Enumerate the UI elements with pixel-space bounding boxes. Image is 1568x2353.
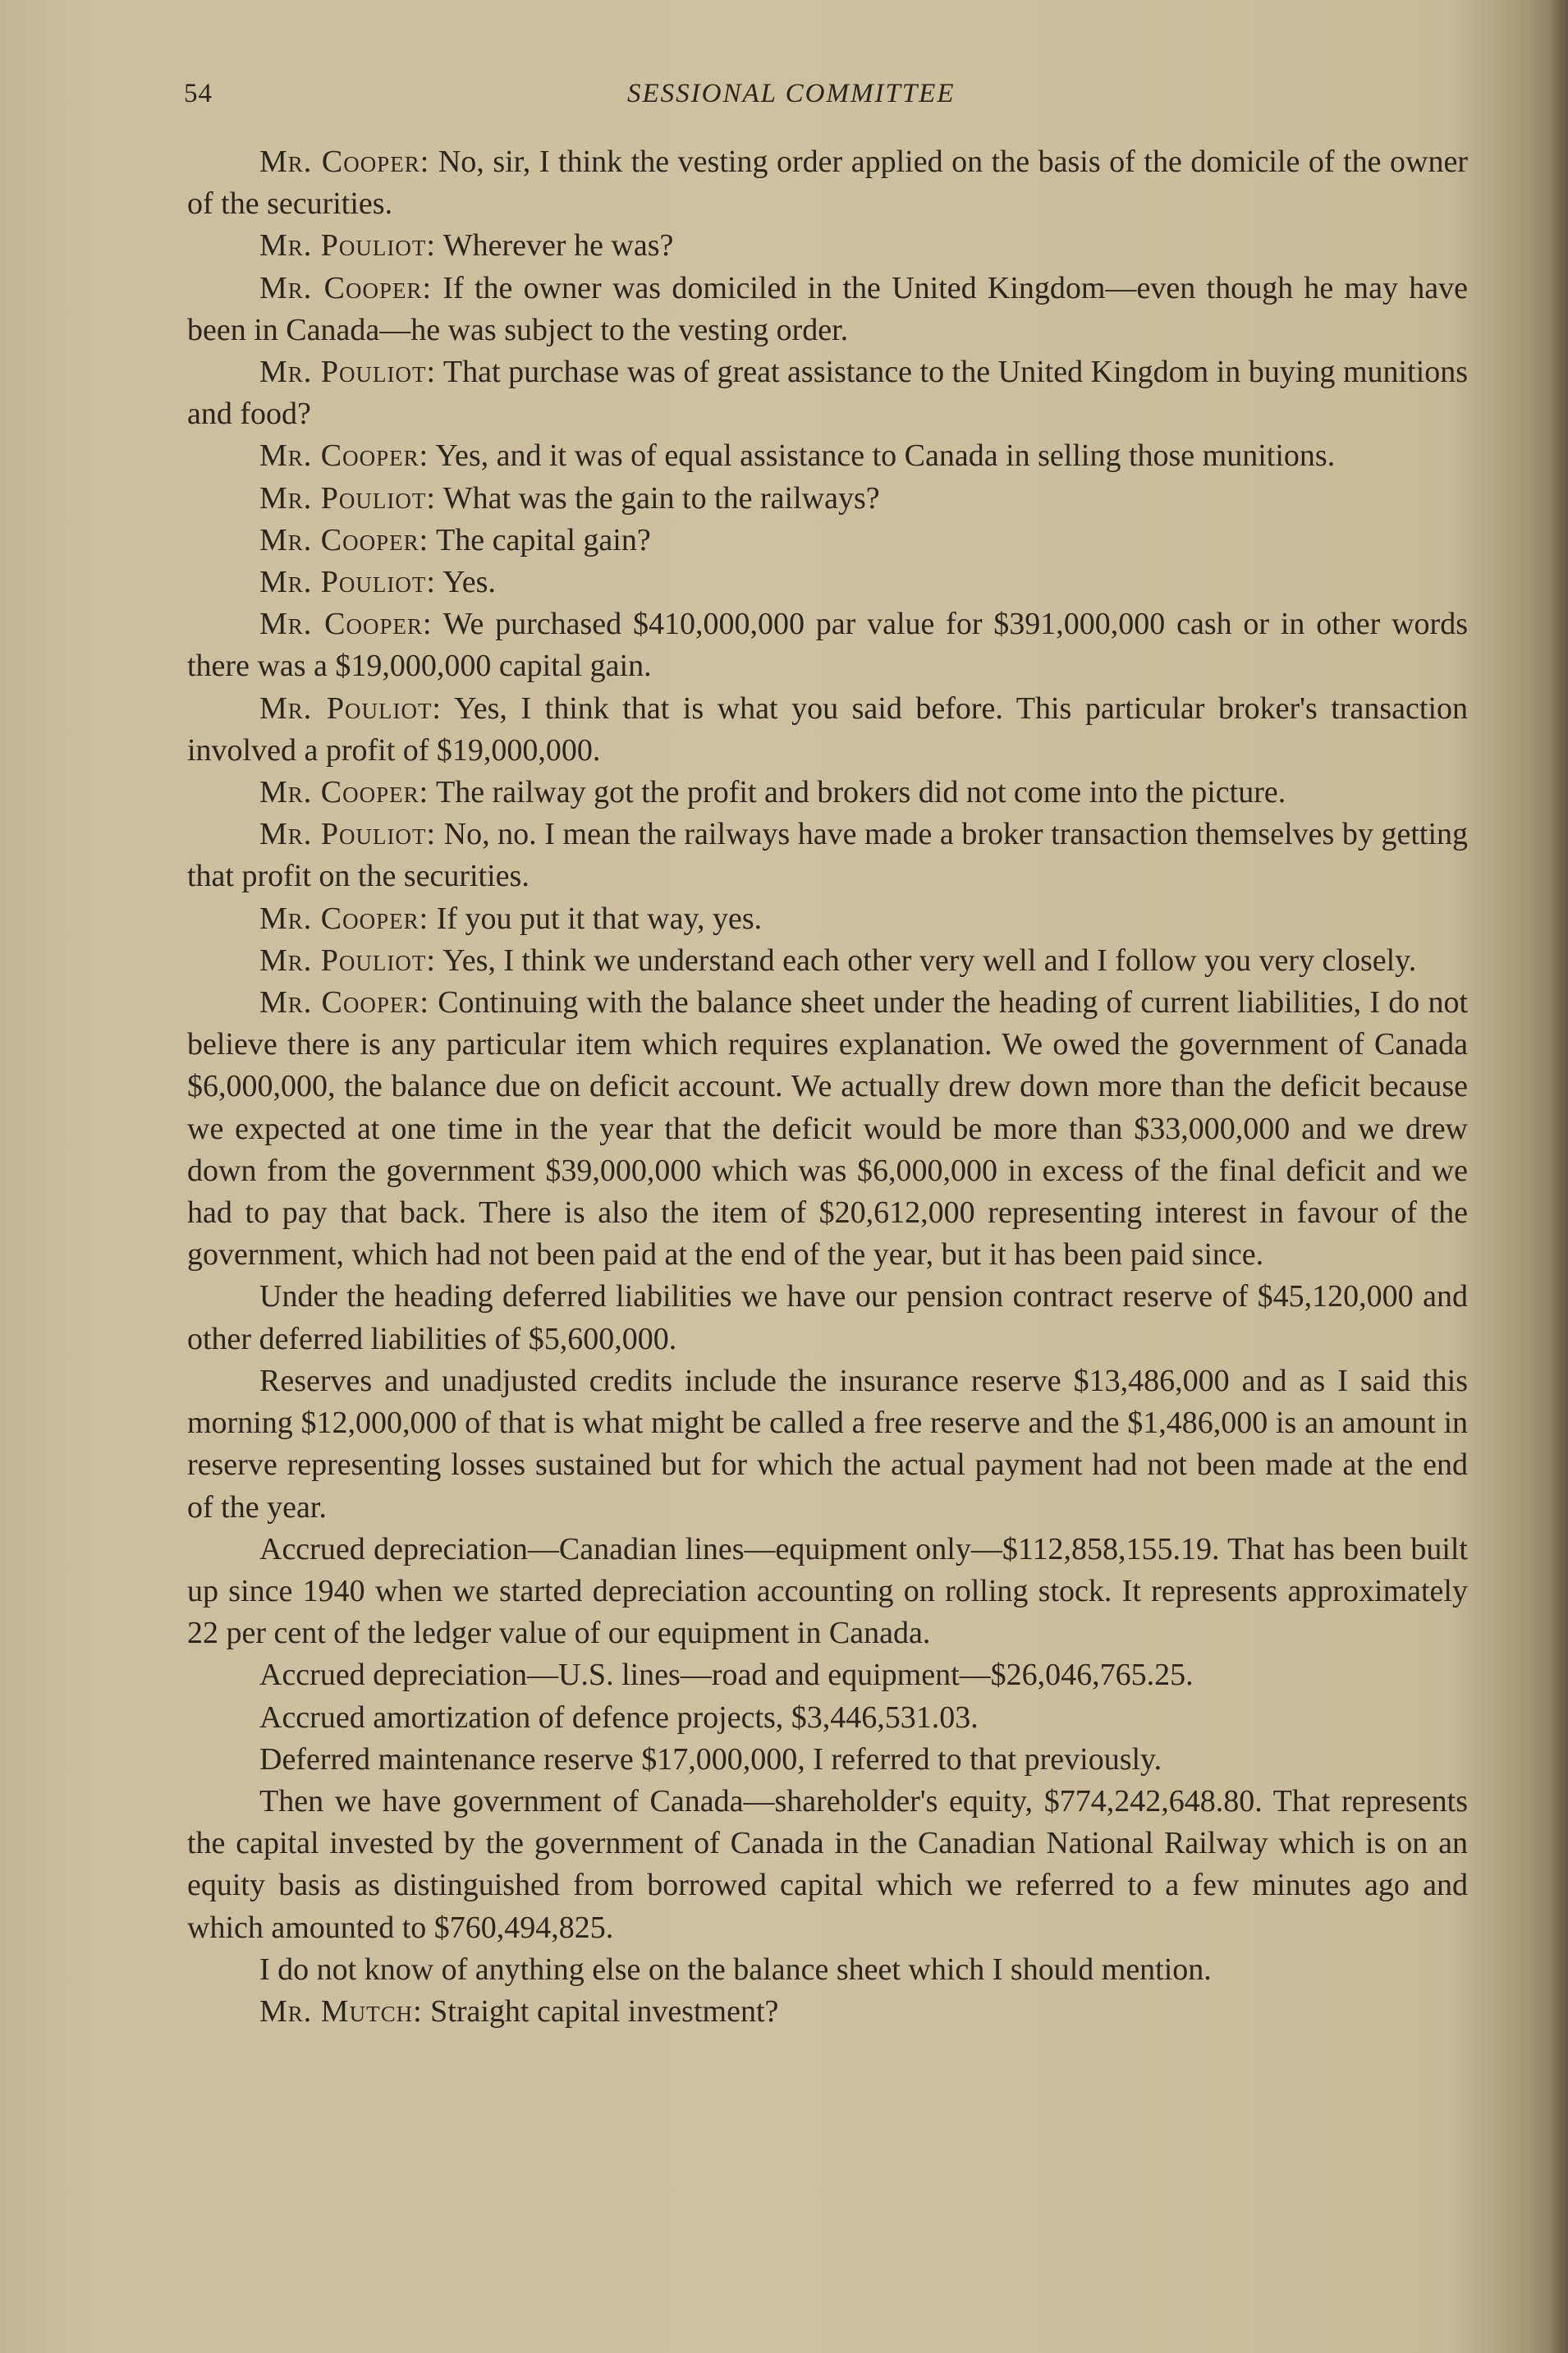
paragraph <box>187 141 1468 225</box>
paragraph-text: Yes. <box>442 565 496 600</box>
paragraph-text: Then we have government of Canada—shareholder's equity, $774,242,648.80. That represents the capital invested by the government of Canada in the Canadian National Railway which is on an equity basis as distinguished from borrowed capital which we referred to a few minutes ago and which amounted to $760,494,825. <box>187 1783 1468 1945</box>
speaker-name: Mr. Mutch: <box>259 1993 423 2029</box>
paragraph <box>187 603 1468 687</box>
paragraph <box>187 898 1468 940</box>
speaker-name: Mr. Pouliot: <box>259 943 436 978</box>
speaker-name: Mr. Cooper: <box>259 270 433 305</box>
speaker-name: Mr. Pouliot: <box>259 817 437 852</box>
paragraph-text: If the owner was domiciled in the United Kingdom—even though he may have been in Canada—he was subject to the vesting order. <box>187 270 1469 347</box>
paragraph-text: What was the gain to the railways? <box>442 480 880 516</box>
paragraph-text: Reserves and unadjusted credits include the insurance reserve $13,486,000 and as I said this morning $12,000,000 of that is what might be called a free reserve and the $1,486,000 is an amount in reserve representing losses sustained but for which the actual payment had not been made at the end of the year. <box>187 1363 1468 1525</box>
paragraph-text: No, sir, I think the vesting order applied on the basis of the domicile of the owner of the securities. <box>187 144 1469 222</box>
paragraph <box>187 1529 1468 1655</box>
transcript-body <box>187 141 1468 2033</box>
speaker-name: Mr. Pouliot: <box>259 228 436 264</box>
paragraph <box>187 1654 1468 1696</box>
paragraph <box>187 982 1468 1276</box>
paragraph <box>187 1739 1468 1781</box>
speaker-name: Mr. Cooper: <box>259 607 433 642</box>
paragraph <box>187 435 1468 477</box>
running-title: SESSIONAL COMMITTEE <box>627 79 956 108</box>
paragraph <box>187 520 1468 562</box>
paragraph-text: Yes, I think that is what you said before. This particular broker's transaction involved a profit of $19,000,000. <box>187 690 1468 768</box>
paragraph-text: Yes, I think we understand each other very well and I follow you very closely. <box>442 943 1417 978</box>
paragraph-text: Continuing with the balance sheet under the heading of current liabilities, I do not believe there is any particular item which requires explanation. We owed the government of Canada $6,000,000, the balance due on deficit account. We actually drew down more than the deficit because we expected at one time in the year that the deficit would be more than $33,000,000 and we drew down from the government $39,000,000 which was $6,000,000 in excess of the final deficit and we had to pay that back. There is also the item of $20,612,000 representing interest in favour of the government, which had not been paid at the end of the year, but it has been paid since. <box>187 985 1469 1273</box>
speaker-name: Mr. Cooper: <box>259 522 429 557</box>
paragraph <box>187 478 1468 520</box>
paragraph-text: Straight capital investment? <box>430 1993 779 2029</box>
paragraph-text: That purchase was of great assistance to the United Kingdom in buying munitions and food? <box>187 355 1468 432</box>
paragraph-text: Wherever he was? <box>442 228 674 264</box>
paragraph <box>187 562 1468 603</box>
paragraph <box>187 1949 1468 1991</box>
paragraph <box>187 268 1468 351</box>
speaker-name: Mr. Pouliot: <box>259 480 436 516</box>
paragraph-text: I do not know of anything else on the balance sheet which I should mention. <box>259 1952 1212 1987</box>
paragraph <box>187 940 1468 982</box>
paragraph <box>187 1781 1468 1949</box>
paragraph <box>187 351 1468 435</box>
paragraph-text: Deferred maintenance reserve $17,000,000, I referred to that previously. <box>259 1741 1162 1777</box>
paragraph-text: We purchased $410,000,000 par value for $391,000,000 cash or in other words there was a $19,000,000 capital gain. <box>187 607 1468 684</box>
paragraph <box>187 225 1468 267</box>
paragraph-text: The railway got the profit and brokers did not come into the picture. <box>436 775 1286 810</box>
speaker-name: Mr. Cooper: <box>259 438 429 474</box>
speaker-name: Mr. Pouliot: <box>259 565 436 600</box>
page-edge-shadow <box>1550 0 1568 2353</box>
paragraph <box>187 1991 1468 2033</box>
paragraph-text: Yes, and it was of equal assistance to Canada in selling those munitions. <box>435 438 1336 474</box>
paragraph <box>187 772 1468 814</box>
paragraph-text: Accrued amortization of defence projects, $3,446,531.03. <box>259 1699 979 1735</box>
paragraph <box>187 688 1468 772</box>
paragraph <box>187 1276 1468 1360</box>
page-number: 54 <box>184 79 213 108</box>
speaker-name: Mr. Cooper: <box>259 775 429 810</box>
paragraph <box>187 814 1468 897</box>
paragraph-text: Accrued depreciation—U.S. lines—road and equipment—$26,046,765.25. <box>259 1658 1194 1693</box>
speaker-name: Mr. Pouliot: <box>259 690 442 726</box>
paragraph-text: Under the heading deferred liabilities we have our pension contract reserve of $45,120,000 and other deferred liabilities of $5,600,000. <box>187 1279 1468 1356</box>
page-header <box>184 79 1481 120</box>
paragraph-text: If you put it that way, yes. <box>436 901 763 936</box>
paragraph-text: No, no. I mean the railways have made a broker transaction themselves by getting that profit on the securities. <box>187 817 1469 894</box>
speaker-name: Mr. Cooper: <box>259 144 430 179</box>
paragraph <box>187 1697 1468 1739</box>
speaker-name: Mr. Cooper: <box>259 985 429 1021</box>
paragraph-text: Accrued depreciation—Canadian lines—equipment only—$112,858,155.19. That has been built up since 1940 when we started depreciation accounting on rolling stock. It represents approximately 22 per cent of the ledger value of our equipment in Canada. <box>187 1531 1468 1651</box>
speaker-name: Mr. Pouliot: <box>259 355 437 390</box>
speaker-name: Mr. Cooper: <box>259 901 429 936</box>
paragraph-text: The capital gain? <box>436 522 651 557</box>
paragraph <box>187 1360 1468 1529</box>
